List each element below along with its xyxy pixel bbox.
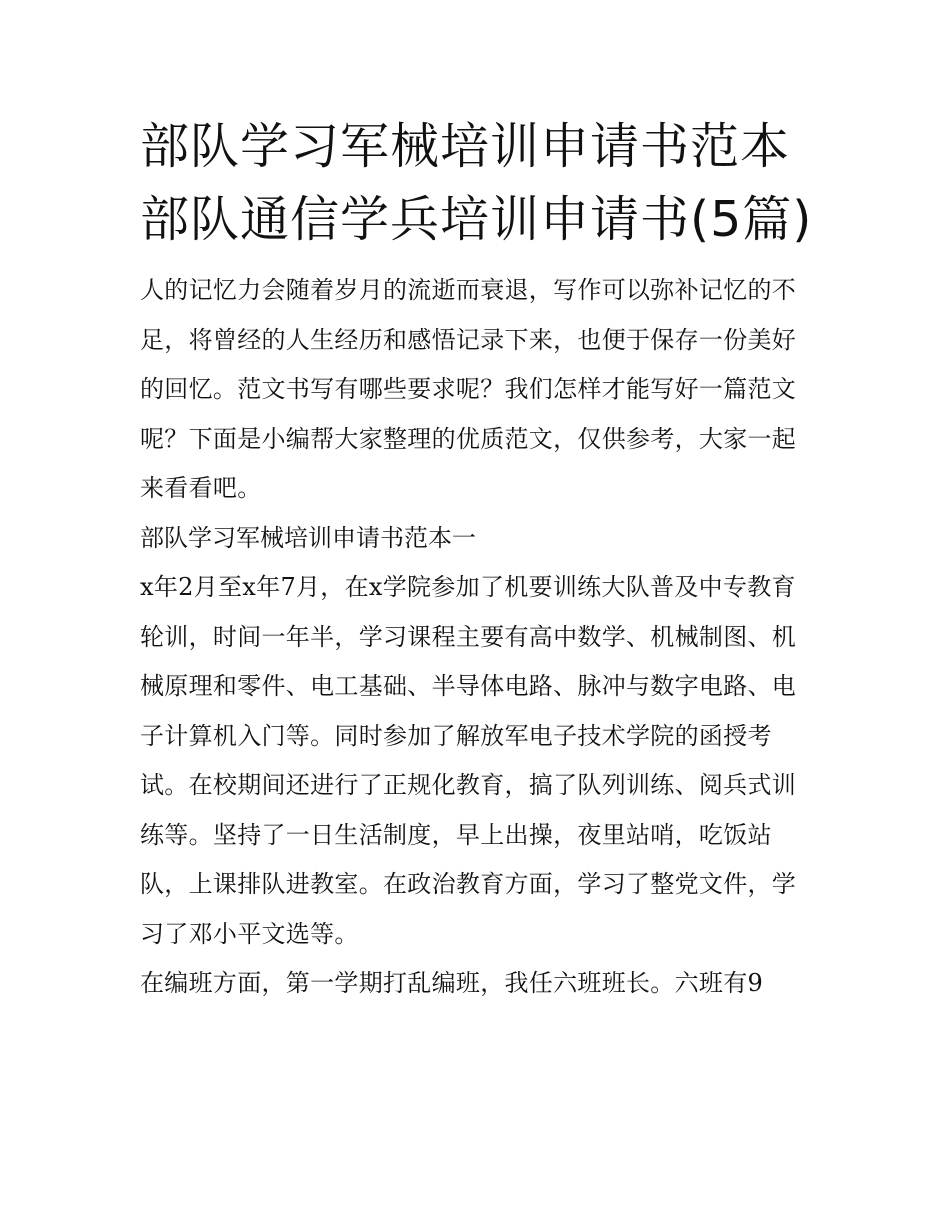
- body-paragraph-2: 在编班方面，第一学期打乱编班，我任六班班长。六班有9: [140, 969, 764, 997]
- document-title: 部队学习军械培训申请书范本 部队通信学兵培训申请书(5篇): [140, 118, 813, 248]
- document-page: [140, 110, 815, 1009]
- section-heading: 部队学习军械培训申请书范本一: [140, 523, 476, 552]
- body-paragraph-1: x年2月至x年7月，在x学院参加了机要训练大队普及中专教育轮训，时间一年半，学习课程主要有高中数学、机械制图、机械原理和零件、电工基础、半导体电路、脉冲与数字电路、电子计算机入门等。同时参加了解放军电子技术学院的函授考试。在校期间还进行了正规化教育，搞了队列训练、阅兵式训练等。坚持了一日生活制度，早上出操，夜里站哨，吃饭站队，上课排队进教室。在政治教育方面，学习了整党文件，学习了邓小平文选等。: [140, 573, 797, 948]
- intro-paragraph: 人的记忆力会随着岁月的流逝而衰退，写作可以弥补记忆的不足，将曾经的人生经历和感悟记录下来，也便于保存一份美好的回忆。范文书写有哪些要求呢？我们怎样才能写好一篇范文呢？下面是小编帮大家整理的优质范文，仅供参考，大家一起来看看吧。: [140, 276, 797, 502]
